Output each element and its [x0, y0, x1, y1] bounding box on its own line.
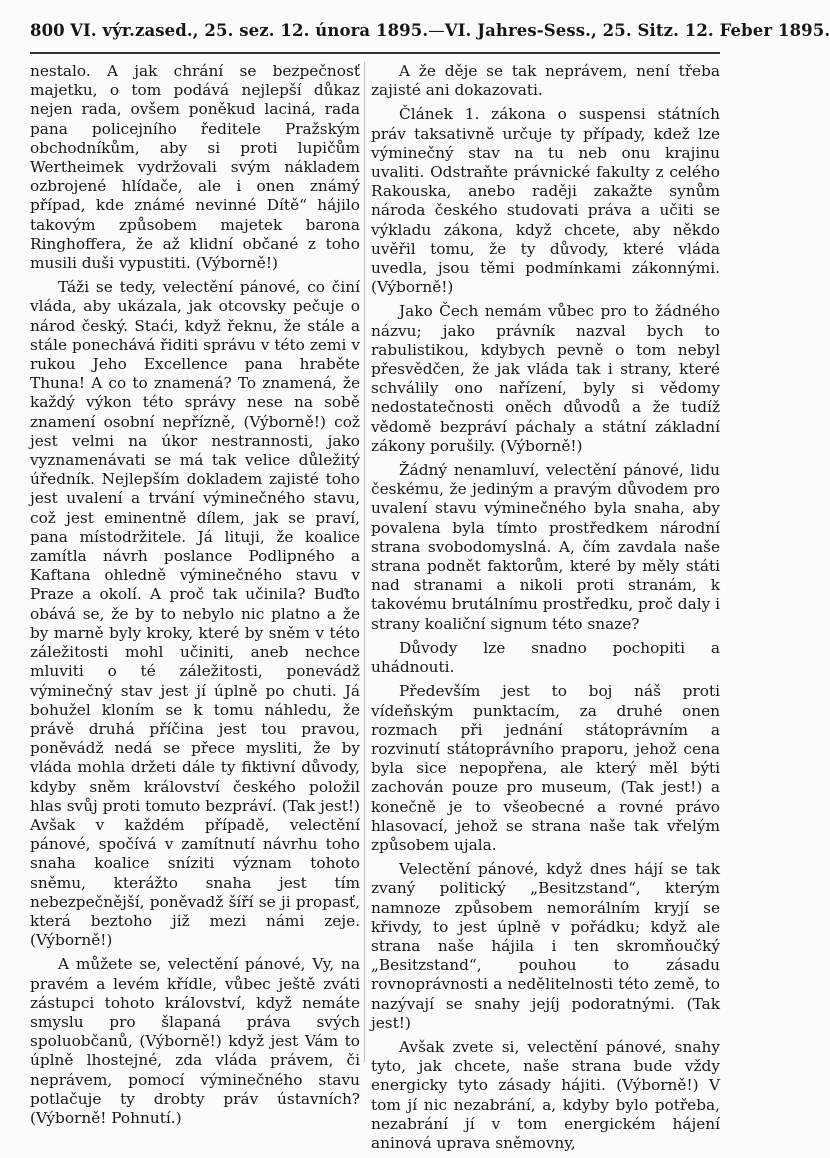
page-header	[30, 12, 830, 54]
paragraph: Především jest to boj náš proti vídeňským punktacím, za druhé onen rozmach při jednání státoprávním a rozvinutí státoprávního praporu, jehož cena byla sice nepopřena, ale který měl býti zachován pouze pro museum, (Tak jest!) a konečně je to všeobecné a rovné právo hlasovací, jehož se strana naše tak vřelým způsobem ujala.	[371, 682, 720, 854]
right-column	[371, 62, 720, 1158]
paragraph: A že děje se tak neprávem, není třeba zajisté ani dokazovati.	[371, 62, 720, 100]
paragraph: Žádný nenamluví, velectění pánové, lidu českému, že jediným a pravým důvodem pro uvalení stavu výminečného byla snaha, aby povalena byla tímto prostředkem národní strana svobodomyslná. A, čím zavdala naše strana podnět faktorům, které by měly státi nad stranami a nikoli proti stranám, k takovému brutálnímu prostředku, proč daly i strany koaliční signum této snaze?	[371, 461, 720, 633]
paragraph: Táži se tedy, velectění pánové, co činí vláda, aby ukázala, jak otcovsky pečuje o národ český. Staći, když řeknu, že stále a stále ponechává řiditi správu v této zemi v rukou Jeho Excellence pana hraběte Thuna! A co to znamená? To znamená, že každý výkon této správy nese na sobě znamení osobní nepřízně, (Výborně!) což jest velmi na úkor nestrannosti, jako vyznamenávati se má tak velice důležitý úředník. Nejlepším dokladem zajisté toho jest uvalení a trvání výminečného stavu, což jest eminentně dílem, jak se praví, pana místodržitele. Já lituji, že koalice zamítla návrh poslance Podlipného a Kaftana ohledně výminečného stavu v Praze a okolí. A proč tak učinila? Buďto obává se, že by to nebylo nic platno a že by marně byly kroky, které by sněm v této záležitosti mohl učiniti, aneb nechce mluviti o té záležitosti, ponevádž výminečný stav jest jí úplně po chuti. Já bohužel kloním se k tomu náhledu, že právě druhá příčina jest tou pravou, poněvádž nedá se přece mysliti, že by vláda mohla držeti dále ty fiktivní důvody, kdyby sněm království českého položil hlas svůj proti tomuto bezpráví. (Tak jest!) Avšak v každém případě, velectění pánové, spočívá v zamítnutí návrhu toho snaha koalice sníziti význam tohoto sněmu, kterážto snaha jest tím nebezpečnější, poněvadž šíří se ji propasť, která beztoho již mezi námi zeje. (Výborně!)	[30, 278, 360, 950]
left-column	[30, 62, 360, 1133]
text-columns	[30, 62, 720, 1152]
paragraph: nestalo. A jak chrání se bezpečnosť majetku, o tom podává nejlepší důkaz nejen rada, ovšem poněkud laciná, rada pana policejního ředitele Pražským obchodníkům, aby si proti lupičům Wertheimek vydržovali svým nákladem ozbrojené hlídače, ale i onen známý případ, kde známé nevinné Dítě“ hájilo takovým způsobem majetek barona Ringhoffera, že až klidní občané z toho musili duši vypustiti. (Výborně!)	[30, 62, 360, 273]
paragraph: Článek 1. zákona o suspensi státních práv taksativně určuje ty případy, kdež lze výminečný stav na tu neb onu krajinu uvaliti. Odstraňte právnické fakulty z celého Rakouska, anebo raději zakažte synům národa českého studovati práva a učiti se výkladu zákona, když chcete, aby někdo uvěřil tomu, že ty důvody, které vláda uvedla, jsou těmi podmínkami zákonnými. (Výborně!)	[371, 105, 720, 297]
column-divider	[364, 62, 365, 1062]
czech-header	[30, 12, 428, 50]
paragraph: Důvody lze snadno pochopiti a uhádnouti.	[371, 638, 720, 677]
header-separator: —	[428, 21, 445, 40]
paragraph: Avšak zvete si, velectění pánové, snahy tyto, jak chcete, naše strana bude vždy energicky tyto zásady hájiti. (Výborně!) V tom jí nic nezabrání, a, kdyby bylo potřeba, nezabrání jí v tom energickém hájení aninová uprava sněmovny,	[371, 1037, 720, 1152]
czech-session-info: VI. výr.zased., 25. sez. 12. února 1895.	[70, 21, 429, 40]
paragraph: Velectění pánové, když dnes hájí se tak zvaný politický „Besitzstand“, kterým namnoze způsobem nemorálním kryjí se křivdy, to jest úplně v pořádku; když ale strana naše hájila i ten skromňoučký „Besitzstand“, pouhou to zásadu rovnoprávnosti a nedělitelnosti této země, to nazývají se snahy jejíj podoratnými. (Tak jest!)	[371, 860, 720, 1032]
german-session-info: VI. Jahres-Sess., 25. Sitz. 12. Feber 1895.	[444, 21, 830, 40]
page-number: 800	[30, 21, 65, 40]
paragraph: A můžete se, velectění pánové, Vy, na pravém a levém křídle, vůbec ještě zváti zástupci tohoto království, když nemáte smyslu pro šlapaná práva svých spoluobčanů, (Výborně!) když jest Vám to úplně lhostejné, zda vláda právem, či neprávem, pomocí výminečného stavu potlačuje ty drobty práv ústavních? (Výborně! Pohnutí.)	[30, 955, 360, 1127]
paragraph: Jako Čech nemám vůbec pro to žádného názvu; jako právník nazval bych to rabulistikou, kdybych pevně o tom nebyl přesvědčen, že jak vláda tak i strany, které schválily ono nařízení, byly si vědomy nedostatečnosti oněch důvodů a že tudíž vědomě bezpráví páchaly a státní základní zákony porušily. (Výborně!)	[371, 302, 720, 455]
